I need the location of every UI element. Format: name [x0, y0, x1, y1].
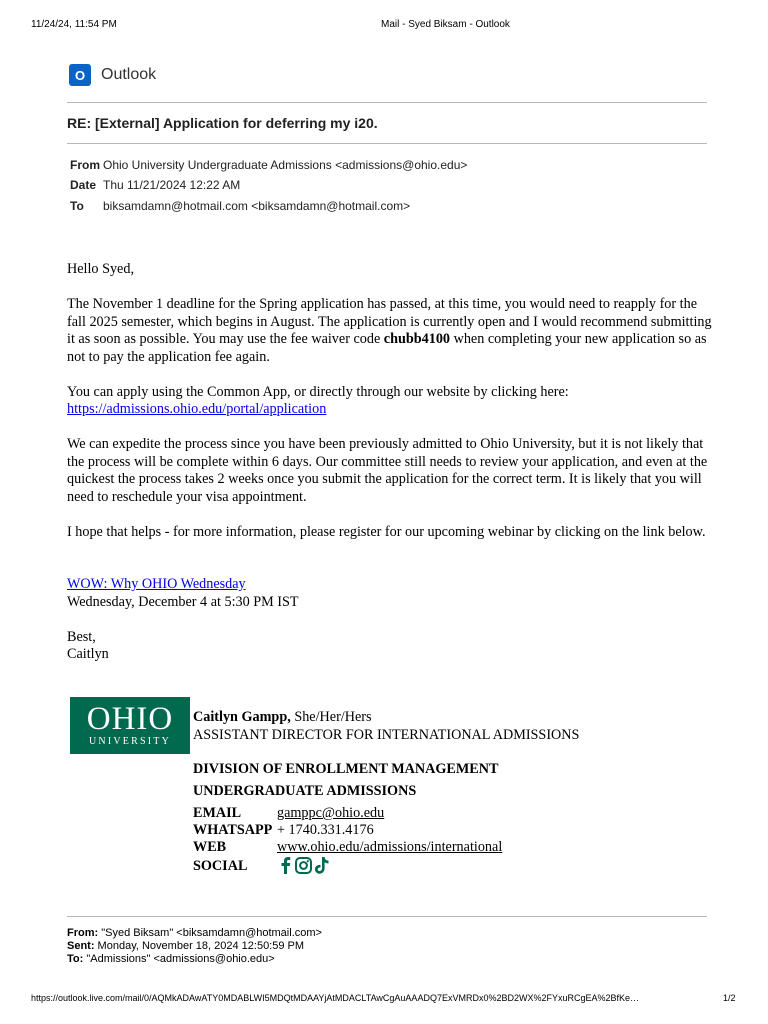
signature-name-line	[193, 709, 372, 726]
webinar-block	[67, 576, 712, 611]
ohio-university-logo: OHIO UNIVERSITY	[70, 697, 190, 754]
instagram-icon[interactable]	[295, 857, 312, 874]
webinar-link[interactable]: WOW: Why OHIO Wednesday	[67, 576, 246, 592]
signature-division: DIVISION OF ENROLLMENT MANAGEMENT	[193, 761, 499, 777]
signature-email-link[interactable]: gamppc@ohio.edu	[277, 805, 385, 821]
whatsapp-label: WHATSAPP	[193, 822, 273, 838]
divider	[67, 102, 707, 103]
to-row	[70, 199, 410, 213]
social-icons	[280, 857, 329, 874]
signature-title: ASSISTANT DIRECTOR FOR INTERNATIONAL ADMISSIONS	[193, 727, 580, 743]
date-value: Thu 11/21/2024 12:22 AM	[103, 178, 241, 192]
date-row	[70, 178, 240, 192]
signature-pronouns: She/Her/Hers	[290, 709, 372, 725]
signature-department: UNDERGRADUATE ADMISSIONS	[193, 783, 417, 799]
paragraph-apply: You can apply using the Common App, or directly through our website by clicking here: https://admissions.ohio.edu/portal/application	[67, 383, 569, 417]
from-row	[70, 158, 467, 172]
closing-block: Best, Caitlyn	[67, 628, 109, 662]
date-label: Date	[70, 178, 97, 192]
web-label: WEB	[193, 839, 227, 855]
paragraph-expedite: We can expedite the process since you have been previously admitted to Ohio University, but it is not likely that the process will be complete within 6 days. Our committee still needs to review your application, and even at the quickest the process takes 2 weeks once you submit the application for the correct term. It is likely that you will need to reschedule your visa appointment.	[67, 436, 708, 505]
facebook-icon[interactable]	[280, 857, 292, 874]
to-value[interactable]: biksamdamn@hotmail.com <biksamdamn@hotmail.com>	[103, 199, 411, 213]
paragraph-webinar: I hope that helps - for more information, please register for our upcoming webinar by clicking on the link below.	[67, 523, 706, 540]
divider	[67, 143, 707, 144]
whatsapp-value: + 1740.331.4176	[277, 822, 374, 838]
fee-waiver-code: chubb4100	[383, 331, 451, 347]
email-subject: RE: [External] Application for deferring my i20.	[67, 115, 378, 131]
print-datetime: 11/24/24, 11:54 PM	[31, 19, 117, 30]
to-label: To	[70, 199, 84, 213]
quoted-to: To: "Admissions" <admissions@ohio.edu>	[67, 953, 275, 965]
print-page-title: Mail - Syed Biksam - Outlook	[381, 19, 510, 30]
social-label: SOCIAL	[193, 858, 248, 874]
email-label: EMAIL	[193, 805, 242, 821]
sender-first-name: Caitlyn	[67, 646, 109, 662]
print-url: https://outlook.live.com/mail/0/AQMkADAwATY0MDABLWI5MDQtMDAAYjAtMDACLTAwCgAuAAADQ7ExVMRDx0%2BD2WX%2FYxuRCgEA%2BfKe…	[31, 993, 640, 1003]
from-label: From	[70, 158, 100, 172]
quoted-sent: Sent: Monday, November 18, 2024 12:50:59 PM	[67, 940, 305, 952]
tiktok-icon[interactable]	[315, 857, 329, 874]
greeting: Hello Syed,	[67, 261, 134, 277]
application-link[interactable]: https://admissions.ohio.edu/portal/application	[67, 401, 327, 417]
paragraph-deadline: The November 1 deadline for the Spring application has passed, at this time, you would need to reapply for the fall 2025 semester, which begins in August. The application is currently open and I would recommend submitting it as soon as possible. You may use the fee waiver code chubb4100 when completing your new application so as not to pay the application fee again.	[67, 296, 712, 365]
signature-web-link[interactable]: www.ohio.edu/admissions/international	[277, 839, 503, 855]
email-body	[67, 261, 712, 681]
divider	[67, 916, 707, 917]
webinar-time: Wednesday, December 4 at 5:30 PM IST	[67, 593, 299, 610]
print-page-number: 1/2	[723, 993, 736, 1003]
signature-name: Caitlyn Gampp,	[193, 709, 291, 725]
quoted-from: From: "Syed Biksam" <biksamdamn@hotmail.com>	[67, 927, 322, 939]
outlook-logo-icon: O	[69, 64, 91, 86]
from-value[interactable]: Ohio University Undergraduate Admissions <admissions@ohio.edu>	[103, 158, 468, 172]
app-name: Outlook	[101, 66, 157, 83]
